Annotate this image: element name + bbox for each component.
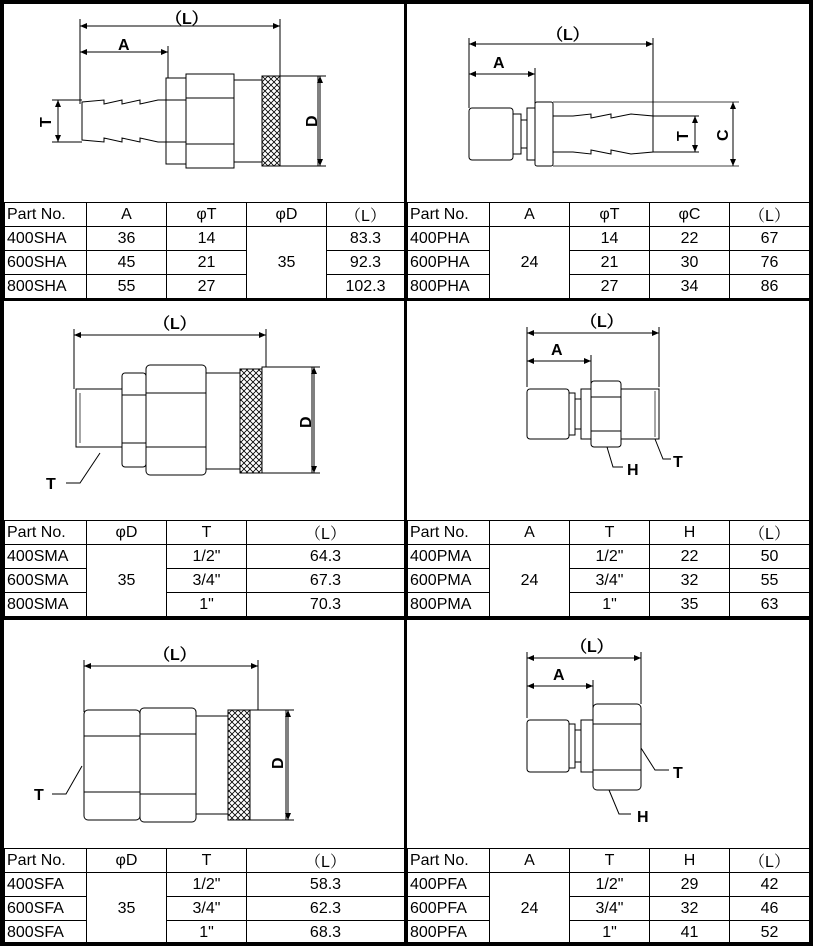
t-cell: 14	[167, 227, 247, 251]
part-no-cell: 600SFA	[5, 897, 87, 921]
t-cell: 3/4"	[167, 569, 247, 593]
table-row	[5, 569, 405, 593]
table-header-row	[5, 849, 405, 873]
a-shared-cell: 24	[490, 227, 570, 299]
l-cell: 50	[730, 545, 810, 569]
header-c: φC	[650, 203, 730, 227]
h-cell: 32	[650, 897, 730, 921]
sha-drawing	[4, 4, 404, 202]
l-cell: 46	[730, 897, 810, 921]
t-cell: 27	[167, 275, 247, 299]
sfa-l-label: （L）	[154, 647, 196, 664]
sma-l-label: （L）	[154, 316, 196, 333]
table-row	[408, 545, 810, 569]
header-part-no: Part No.	[5, 521, 87, 545]
pfa-l-label: （L）	[571, 639, 613, 656]
sfa-d-label: D	[270, 757, 287, 769]
pma-drawing	[407, 301, 809, 519]
part-no-cell: 400PFA	[408, 873, 490, 897]
table-row	[5, 227, 405, 251]
table-row	[408, 275, 810, 299]
sha-spec-table	[4, 202, 405, 299]
part-no-cell: 800SHA	[5, 275, 87, 299]
header-a: A	[490, 849, 570, 873]
table-row	[5, 921, 405, 945]
t-cell: 3/4"	[167, 897, 247, 921]
header-t: φT	[570, 203, 650, 227]
l-cell: 62.3	[247, 897, 405, 921]
c-cell: 30	[650, 251, 730, 275]
l-cell: 70.3	[247, 593, 405, 617]
h-cell: 32	[650, 569, 730, 593]
sfa-t-label: T	[34, 787, 44, 804]
pha-l-label: （L）	[547, 27, 589, 44]
pha-t-label: T	[675, 131, 692, 141]
sma-drawing	[4, 301, 404, 519]
header-t: T	[570, 521, 650, 545]
table-header-row	[5, 521, 405, 545]
part-no-cell: 600SMA	[5, 569, 87, 593]
header-t: φT	[167, 203, 247, 227]
l-cell: 42	[730, 873, 810, 897]
l-cell: 64.3	[247, 545, 405, 569]
table-row	[5, 593, 405, 617]
pfa-t-label: T	[673, 765, 683, 782]
d-shared-cell: 35	[87, 545, 167, 617]
sfa-drawing	[4, 620, 404, 848]
table-row	[408, 593, 810, 617]
sma-d-label: D	[298, 416, 315, 428]
part-no-cell: 800PHA	[408, 275, 490, 299]
pfa-drawing	[407, 620, 809, 848]
part-no-cell: 800SFA	[5, 921, 87, 945]
header-part-no: Part No.	[408, 849, 490, 873]
pha-drawing	[407, 4, 809, 202]
table-header-row	[408, 521, 810, 545]
header-part-no: Part No.	[5, 849, 87, 873]
sha-d-label: D	[304, 115, 321, 127]
header-h: H	[650, 849, 730, 873]
sha-l-label: （L）	[166, 11, 208, 28]
t-cell: 1/2"	[570, 545, 650, 569]
l-cell: 83.3	[327, 227, 405, 251]
table-row	[408, 569, 810, 593]
part-no-cell: 400SFA	[5, 873, 87, 897]
h-cell: 22	[650, 545, 730, 569]
part-no-cell: 400PMA	[408, 545, 490, 569]
pma-t-label: T	[673, 454, 683, 471]
pma-spec-table	[407, 520, 810, 617]
l-cell: 76	[730, 251, 810, 275]
part-no-cell: 800PMA	[408, 593, 490, 617]
t-cell: 3/4"	[570, 569, 650, 593]
table-header-row	[408, 203, 810, 227]
sha-a-label: A	[118, 37, 130, 54]
sma-spec-table	[4, 520, 405, 617]
header-t: T	[167, 849, 247, 873]
t-cell: 1"	[167, 921, 247, 945]
header-l: （L）	[730, 203, 810, 227]
header-l: （L）	[730, 849, 810, 873]
pfa-a-label: A	[553, 667, 565, 684]
header-l: （L）	[327, 203, 405, 227]
t-cell: 1"	[570, 593, 650, 617]
d-shared-cell: 35	[247, 227, 327, 299]
part-no-cell: 600PFA	[408, 897, 490, 921]
h-cell: 35	[650, 593, 730, 617]
header-a: A	[87, 203, 167, 227]
t-cell: 1"	[167, 593, 247, 617]
header-t: T	[570, 849, 650, 873]
l-cell: 58.3	[247, 873, 405, 897]
table-row	[5, 251, 405, 275]
header-l: （L）	[247, 849, 405, 873]
l-cell: 63	[730, 593, 810, 617]
pma-a-label: A	[551, 342, 563, 359]
l-cell: 86	[730, 275, 810, 299]
t-cell: 21	[570, 251, 650, 275]
l-cell: 102.3	[327, 275, 405, 299]
sfa-spec-table	[4, 848, 405, 945]
part-no-cell: 400PHA	[408, 227, 490, 251]
h-cell: 41	[650, 921, 730, 945]
l-cell: 55	[730, 569, 810, 593]
header-l: （L）	[247, 521, 405, 545]
a-cell: 45	[87, 251, 167, 275]
pha-c-label: C	[715, 129, 732, 141]
part-no-cell: 600PHA	[408, 251, 490, 275]
d-shared-cell: 35	[87, 873, 167, 945]
table-row	[408, 921, 810, 945]
header-h: H	[650, 521, 730, 545]
table-header-row	[408, 849, 810, 873]
table-row	[408, 897, 810, 921]
table-header-row	[5, 203, 405, 227]
l-cell: 67	[730, 227, 810, 251]
pfa-spec-table	[407, 848, 810, 945]
pfa-h-label: H	[637, 809, 649, 826]
t-cell: 1/2"	[570, 873, 650, 897]
header-part-no: Part No.	[408, 203, 490, 227]
part-no-cell: 800SMA	[5, 593, 87, 617]
header-l: （L）	[730, 521, 810, 545]
table-row	[5, 897, 405, 921]
a-cell: 36	[87, 227, 167, 251]
header-part-no: Part No.	[408, 521, 490, 545]
header-d: φD	[247, 203, 327, 227]
l-cell: 67.3	[247, 569, 405, 593]
t-cell: 1"	[570, 921, 650, 945]
header-d: φD	[87, 849, 167, 873]
table-row	[408, 251, 810, 275]
l-cell: 68.3	[247, 921, 405, 945]
sha-t-label: T	[38, 117, 55, 127]
part-no-cell: 600SHA	[5, 251, 87, 275]
t-cell: 1/2"	[167, 873, 247, 897]
table-row	[408, 227, 810, 251]
part-no-cell: 600PMA	[408, 569, 490, 593]
table-row	[5, 873, 405, 897]
t-cell: 1/2"	[167, 545, 247, 569]
header-part-no: Part No.	[5, 203, 87, 227]
part-no-cell: 800PFA	[408, 921, 490, 945]
pma-h-label: H	[627, 462, 639, 479]
l-cell: 52	[730, 921, 810, 945]
header-t: T	[167, 521, 247, 545]
pma-l-label: （L）	[581, 314, 623, 331]
t-cell: 3/4"	[570, 897, 650, 921]
part-no-cell: 400SHA	[5, 227, 87, 251]
t-cell: 27	[570, 275, 650, 299]
l-cell: 92.3	[327, 251, 405, 275]
pha-a-label: A	[493, 55, 505, 72]
table-row	[5, 275, 405, 299]
t-cell: 21	[167, 251, 247, 275]
a-shared-cell: 24	[490, 545, 570, 617]
part-no-cell: 400SMA	[5, 545, 87, 569]
table-row	[5, 545, 405, 569]
table-row	[408, 873, 810, 897]
pha-spec-table	[407, 202, 810, 299]
header-a: A	[490, 521, 570, 545]
h-cell: 29	[650, 873, 730, 897]
a-shared-cell: 24	[490, 873, 570, 945]
a-cell: 55	[87, 275, 167, 299]
t-cell: 14	[570, 227, 650, 251]
c-cell: 22	[650, 227, 730, 251]
header-d: φD	[87, 521, 167, 545]
sma-t-label: T	[46, 476, 56, 493]
c-cell: 34	[650, 275, 730, 299]
header-a: A	[490, 203, 570, 227]
